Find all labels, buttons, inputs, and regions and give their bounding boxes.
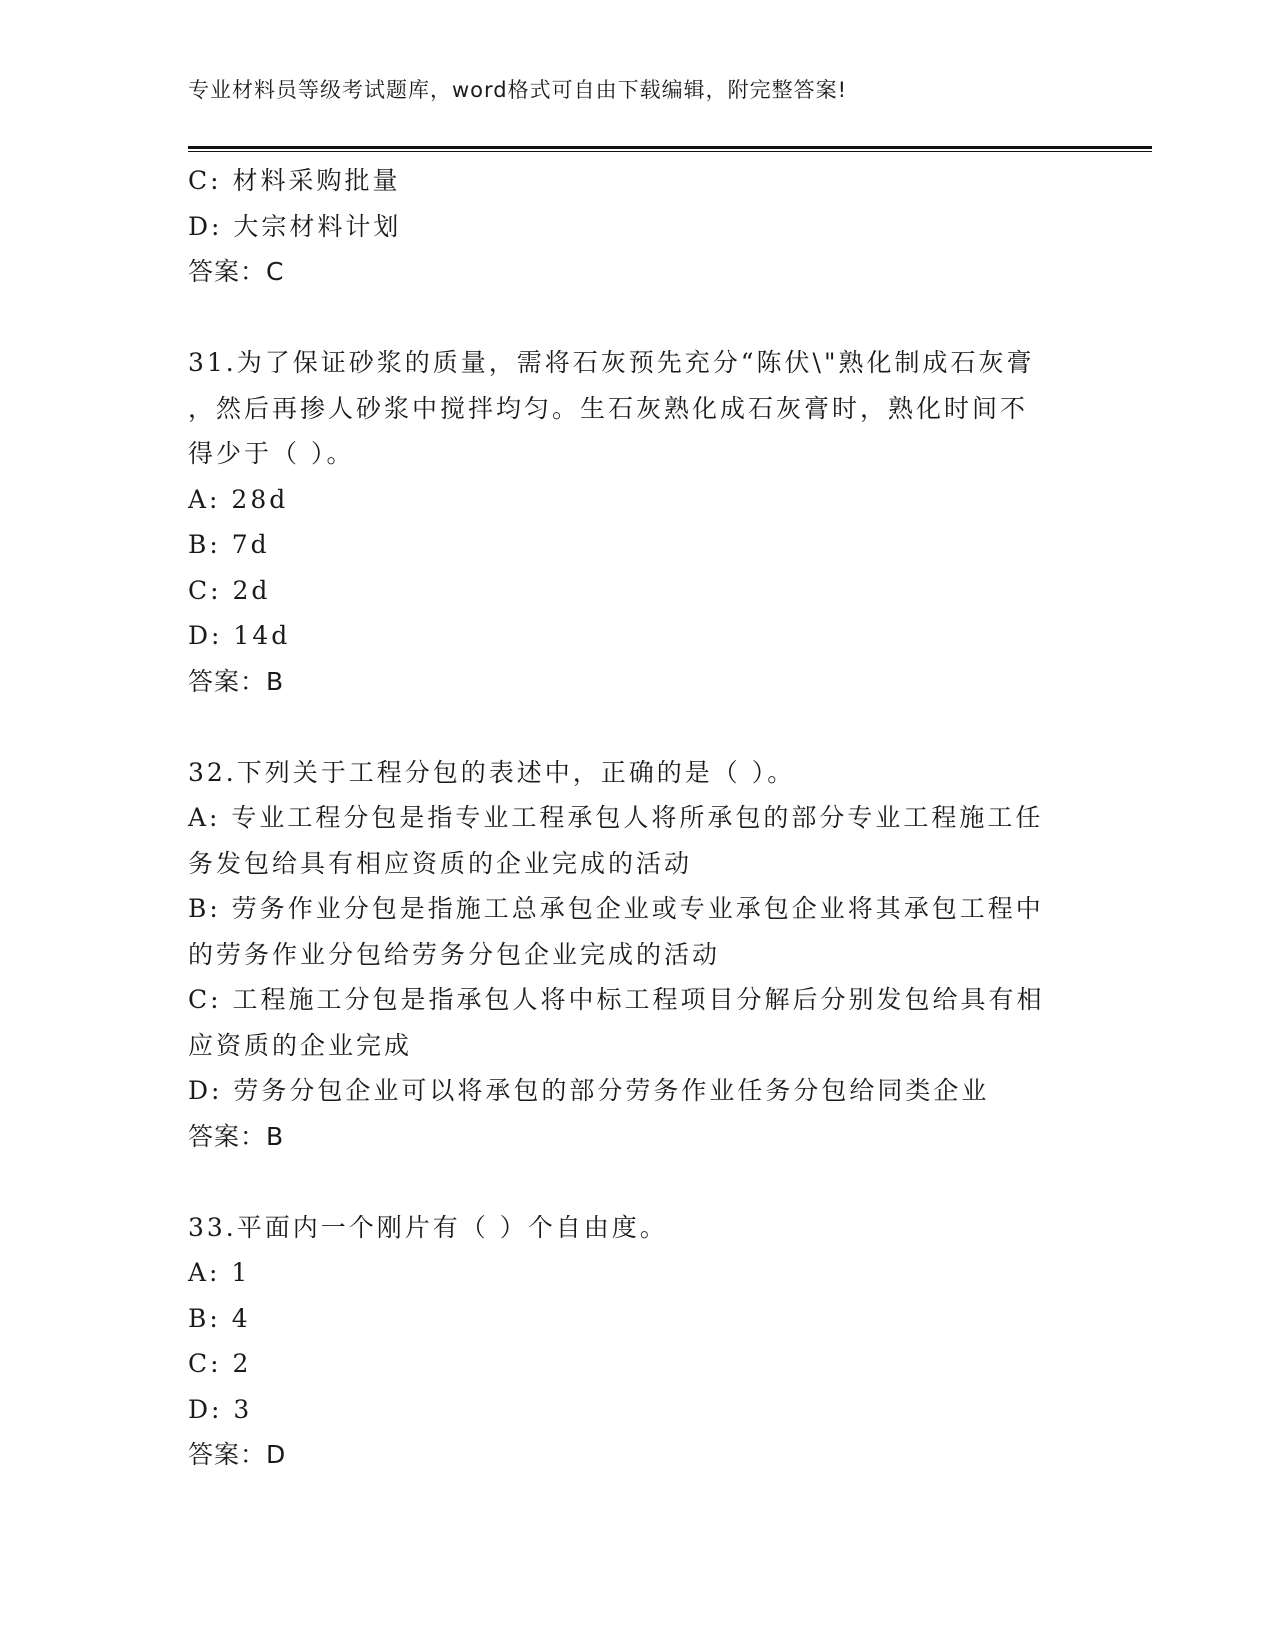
- option-line: B: 4: [188, 1303, 251, 1333]
- option-line: B: 劳务作业分包是指施工总承包企业或专业承包企业将其承包工程中: [188, 894, 1044, 923]
- answer-line: 答案：B: [188, 666, 285, 696]
- option-line: D: 大宗材料计划: [188, 211, 402, 241]
- question-content: [188, 158, 1088, 1478]
- option-line-cont: 应资质的企业完成: [188, 1030, 413, 1060]
- option-line: C: 2d: [188, 575, 271, 605]
- option-line: A: 1: [188, 1258, 251, 1287]
- question-stem: ，然后再掺人砂浆中搅拌均匀。生石灰熟化成石灰膏时，熟化时间不: [188, 393, 1029, 423]
- option-line: D: 3: [188, 1394, 253, 1424]
- question-stem: 得少于（ ）。: [188, 439, 355, 468]
- question-33: [188, 1205, 1088, 1478]
- answer-line: 答案：D: [188, 1440, 287, 1469]
- answer-line: 答案：B: [188, 1121, 285, 1151]
- document-header: 专业材料员等级考试题库，word格式可自由下载编辑，附完整答案!: [188, 78, 848, 102]
- option-line: C: 工程施工分包是指承包人将中标工程项目分解后分别发包给具有相: [188, 985, 1045, 1014]
- option-line: B: 7d: [188, 530, 270, 559]
- option-line-cont: 的劳务作业分包给劳务分包企业完成的活动: [188, 939, 721, 969]
- spacer: [188, 295, 1088, 341]
- option-line: A: 28d: [188, 484, 289, 514]
- option-line-cont: 务发包给具有相应资质的企业完成的活动: [188, 848, 693, 878]
- spacer: [188, 1159, 1088, 1205]
- question-stem: 32.下列关于工程分包的表述中，正确的是（ ）。: [188, 757, 796, 787]
- question-stem: 33.平面内一个刚片有（ ）个自由度。: [188, 1212, 668, 1242]
- header-rule-thick: [188, 146, 1152, 149]
- question-32: [188, 750, 1088, 1160]
- question-stem: 31.为了保证砂浆的质量，需将石灰预先充分“陈伏\"熟化制成石灰膏: [188, 348, 1035, 377]
- option-line: A: 专业工程分包是指专业工程承包人将所承包的部分专业工程施工任: [188, 803, 1044, 832]
- spacer: [188, 704, 1088, 750]
- question-31: [188, 340, 1088, 704]
- header-rule-thin: [188, 151, 1152, 152]
- option-line: D: 劳务分包企业可以将承包的部分劳务作业任务分包给同类企业: [188, 1076, 990, 1105]
- answer-line: 答案：C: [188, 257, 285, 286]
- carryover-question: [188, 158, 1088, 295]
- option-line: D: 14d: [188, 621, 291, 650]
- option-line: C: 材料采购批量: [188, 166, 401, 195]
- option-line: C: 2: [188, 1349, 252, 1378]
